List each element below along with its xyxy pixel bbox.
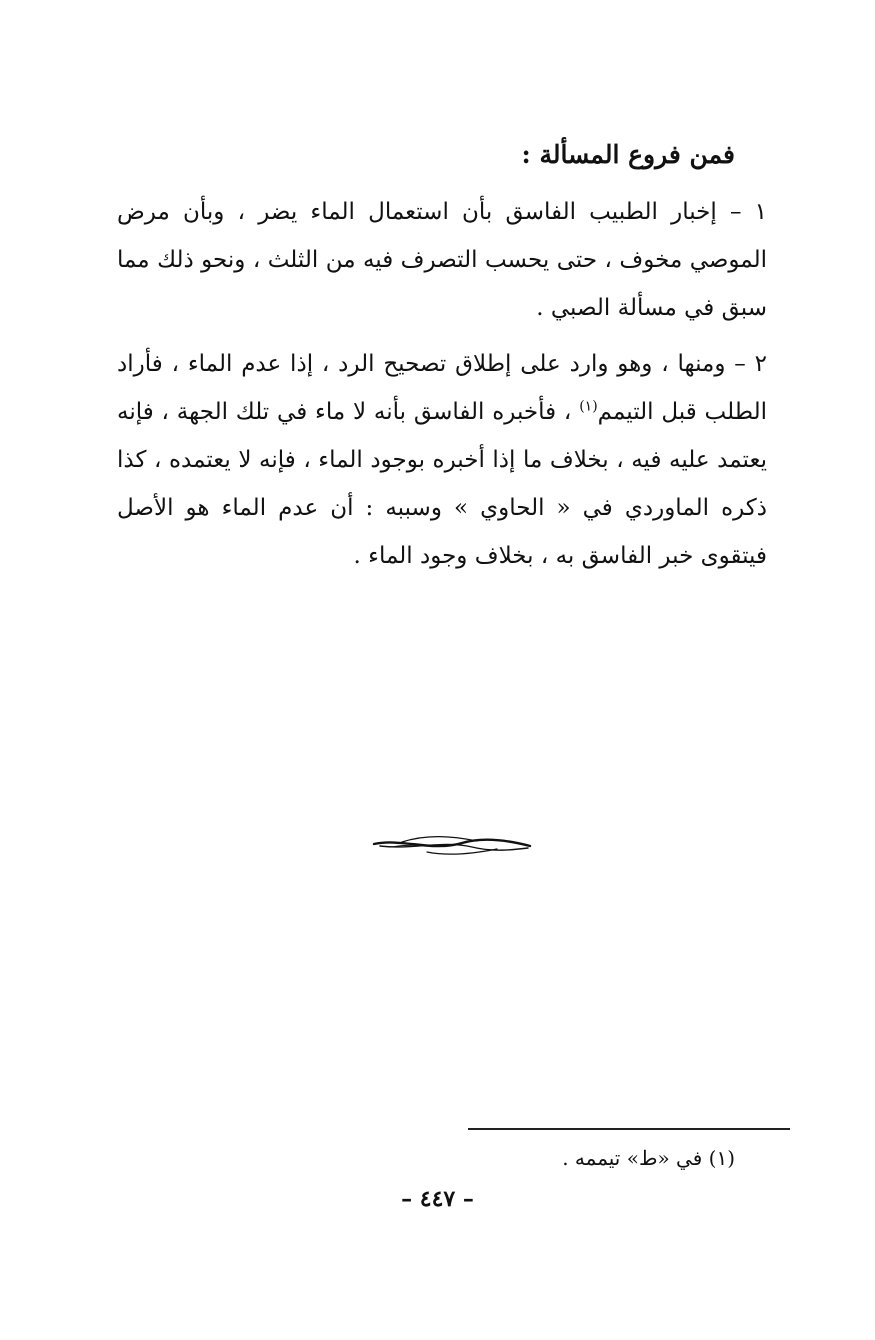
- decorative-flourish-icon: [372, 830, 532, 860]
- paragraph-1: ١ – إخبار الطبيب الفاسق بأن استعمال الماء يضر ، وبأن مرض الموصي مخوف ، حتى يحسب التصرف فيه من الثلث ، ونحو ذلك مما سبق في مسألة الصبي .: [117, 199, 767, 321]
- paragraph-2: [117, 340, 767, 580]
- footnote-divider: [468, 1128, 790, 1130]
- paragraph-2-text-after-ref: ، فأخبره الفاسق بأنه لا ماء في تلك الجهة ، فإنه يعتمد عليه فيه ، بخلاف ما إذا أخبره بوجود الماء ، فإنه لا يعتمده ، كذا ذكره الماوردي في « الحاوي » وسببه : أن عدم الماء هو الأصل فيتقوى خبر الفاسق به ، بخلاف وجود الماء .: [117, 399, 767, 569]
- page-number: – ٤٤٧ –: [401, 1186, 474, 1212]
- paragraph-2-text-before-ref: ٢ – ومنها ، وهو وارد على إطلاق تصحيح الرد ، إذا عدم الماء ، فأراد الطلب قبل التيمم: [117, 351, 768, 425]
- footnote-1: (١) في «ط» تيممه .: [562, 1146, 735, 1170]
- footnote-reference: (١): [579, 398, 598, 415]
- body-text: [117, 188, 767, 580]
- section-heading: فمن فروع المسألة :: [521, 140, 735, 169]
